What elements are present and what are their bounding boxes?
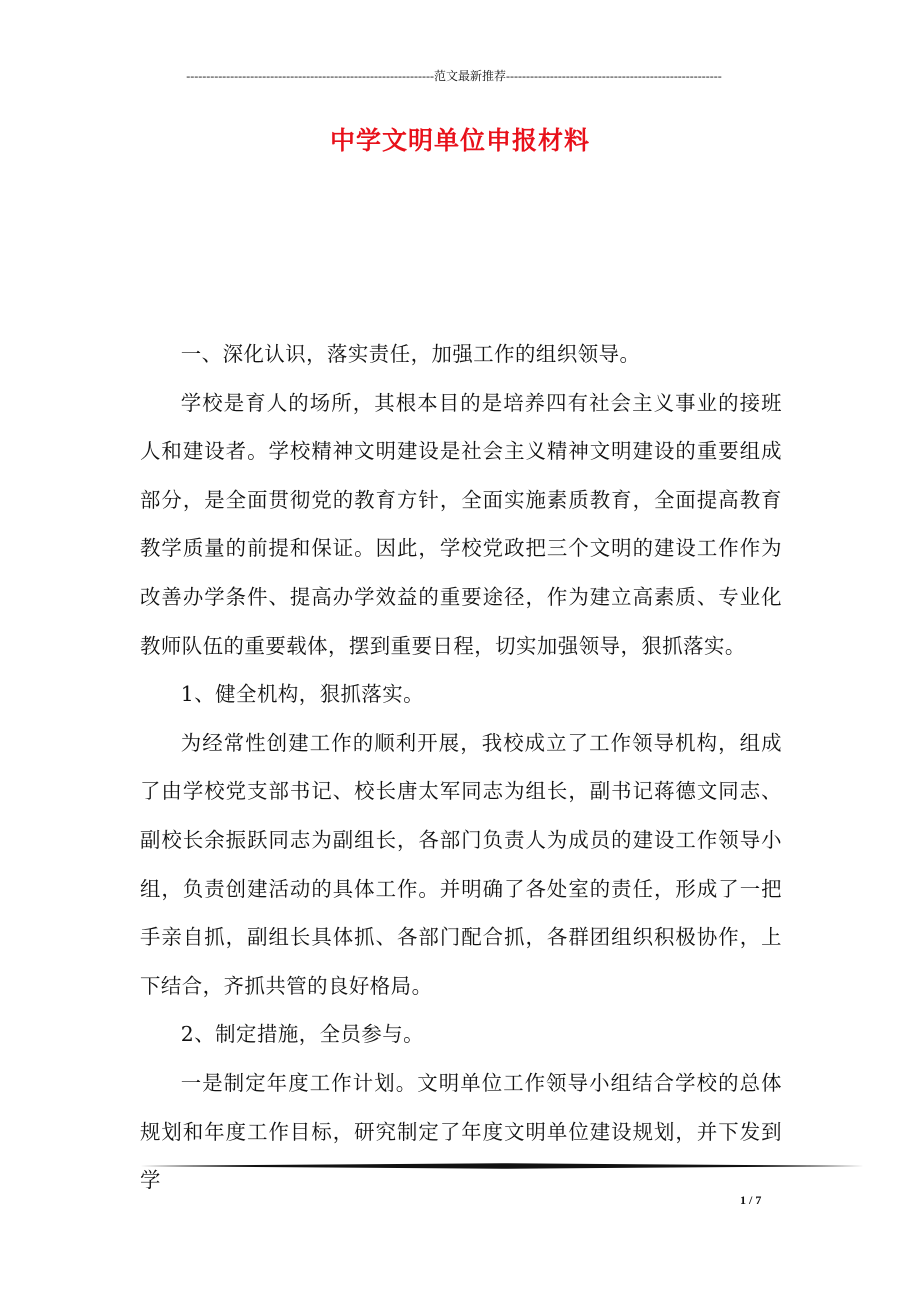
subsection-heading-1: 1、健全机构，狠抓落实。 <box>180 682 425 707</box>
section-heading-1: 一、深化认识，落实责任，加强工作的组织领导。 <box>180 342 641 366</box>
body-paragraph: 一是制定年度工作计划。文明单位工作领导小组结合学校的总体规划和年度工作目标，研究制定了年度文明单位建设规划，并下发到学 <box>140 1070 782 1193</box>
subsection-heading-2: 2、制定措施，全员参与。 <box>180 1022 425 1047</box>
body-paragraph: 学校是育人的场所，其根本目的是培养四有社会主义事业的接班人和建设者。学校精神文明建设是社会主义精神文明建设的重要组成部分，是全面贯彻党的教育方针，全面实施素质教育，全面提高教育教学质量的前提和保证。因此，学校党政把三个文明的建设工作作为改善办学条件、提高办学效益的重要途径，作为建立高素质、专业化教师队伍的重要载体，摆到重要日程，切实加强领导，狠抓落实。 <box>140 390 782 658</box>
document-body <box>140 330 782 1205</box>
body-paragraph: 为经常性创建工作的顺利开展，我校成立了工作领导机构，组成了由学校党支部书记、校长唐太军同志为组长，副书记蒋德文同志、副校长余振跃同志为副组长，各部门负责人为成员的建设工作领导小组，负责创建活动的具体工作。并明确了各处室的责任，形成了一把手亲自抓，副组长具体抓、各部门配合抓，各群团组织积极协作，上下结合，齐抓共管的良好格局。 <box>140 730 782 998</box>
page-number: 1 / 7 <box>740 1193 762 1207</box>
footer-divider <box>140 1162 864 1170</box>
header-banner: --------------------------------------------------------------范文最新推荐------------------------------------------------------ <box>186 69 722 83</box>
document-title: 中学文明单位申报材料 <box>329 126 590 155</box>
